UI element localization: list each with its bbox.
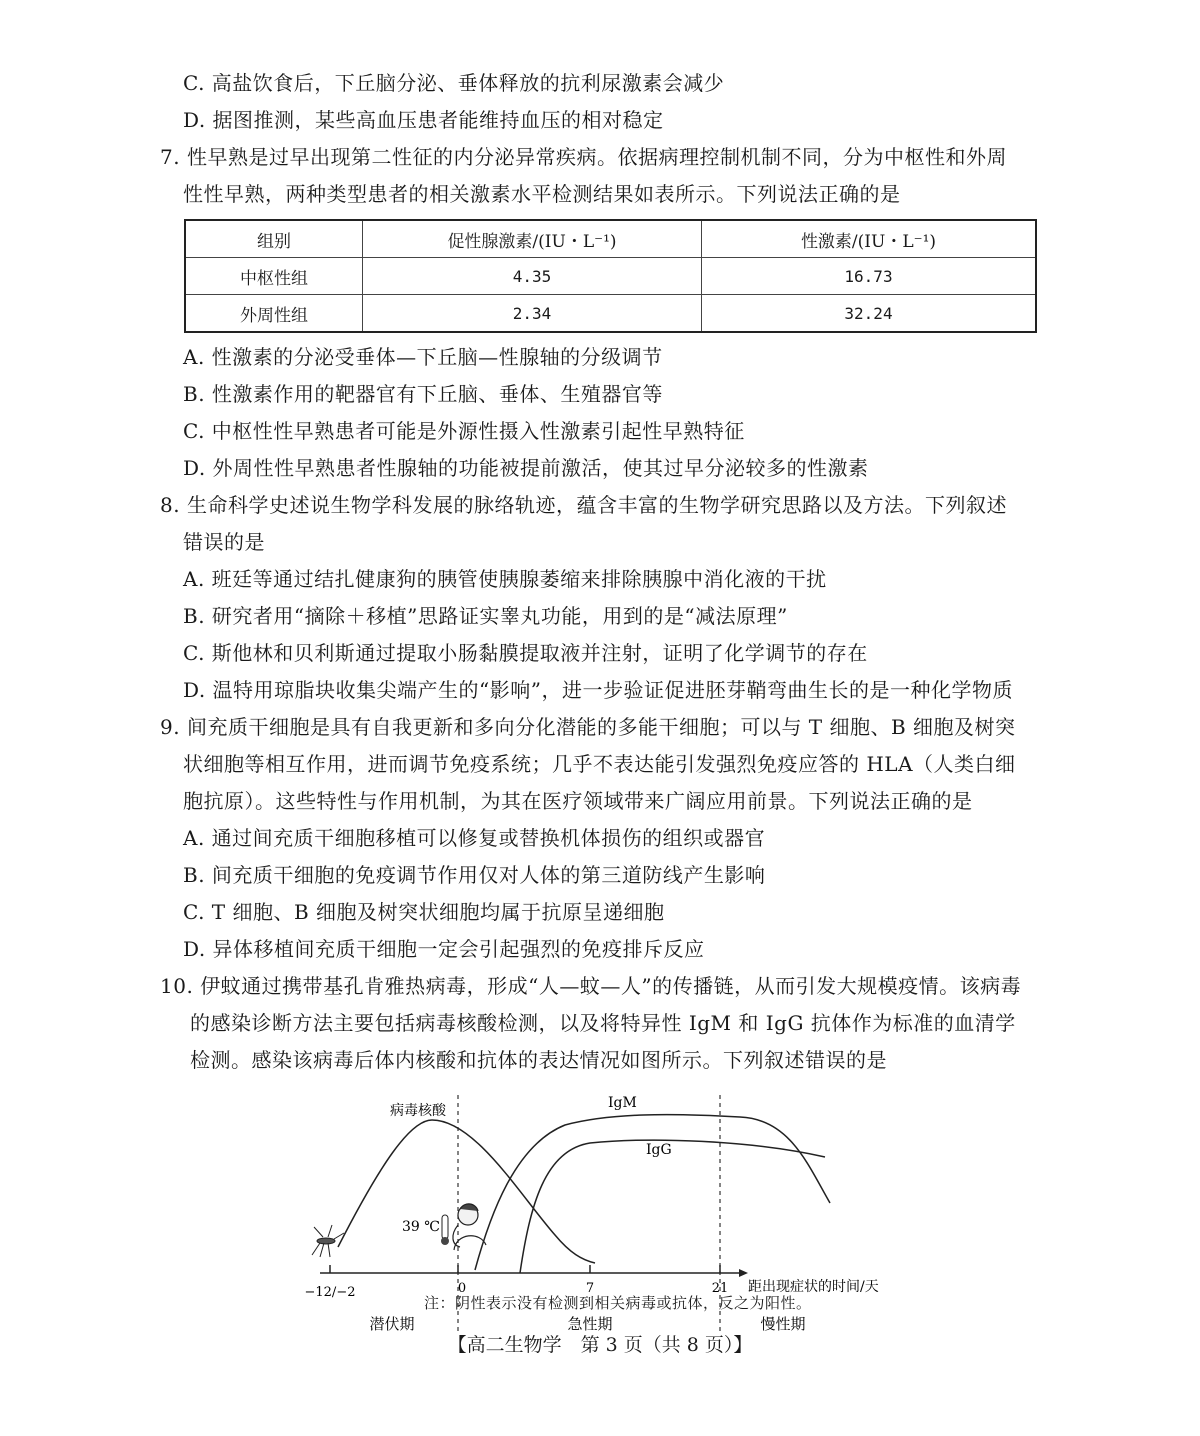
- table-row: [185, 295, 1036, 333]
- table-cell: 32.24: [702, 295, 1037, 333]
- table-header: 促性腺激素/(IU・L⁻¹): [363, 220, 702, 258]
- table-header: 组别: [185, 220, 363, 258]
- x-axis-label: 距出现症状的时间/天: [748, 1279, 879, 1295]
- x-tick-label: −12/−2: [304, 1285, 356, 1300]
- igm-label: IgM: [608, 1095, 637, 1111]
- question-10-stem: 10. 伊蚊通过携带基孔肯雅热病毒，形成“人—蚊—人”的传播链，从而引发大规模疫情。该病毒: [160, 974, 1022, 998]
- x-tick-label: 21: [711, 1281, 729, 1296]
- igm-curve: [475, 1115, 830, 1270]
- question-8-stem: 8. 生命科学史述说生物学科发展的脉络轨迹，蕴含丰富的生物学研究思路以及方法。下列叙述: [160, 493, 1007, 517]
- phase-label-acute: 急性期: [567, 1315, 613, 1333]
- table-cell: 16.73: [702, 258, 1037, 295]
- option-9d: D. 异体移植间充质干细胞一定会引起强烈的免疫排斥反应: [183, 937, 705, 961]
- x-tick-label: 0: [457, 1281, 467, 1296]
- option-6d: D. 据图推测，某些高血压患者能维持血压的相对稳定: [183, 108, 664, 132]
- table-header-row: [185, 220, 1036, 258]
- question-10-stem-cont: 的感染诊断方法主要包括病毒核酸检测，以及将特异性 IgM 和 IgG 抗体作为标准的血清学: [190, 1011, 1016, 1035]
- x-axis-arrow-icon: [739, 1269, 748, 1277]
- option-9b: B. 间充质干细胞的免疫调节作用仅对人体的第三道防线产生影响: [183, 863, 766, 887]
- question-7-stem-cont: 性性早熟，两种类型患者的相关激素水平检测结果如表所示。下列说法正确的是: [183, 182, 901, 206]
- option-9c: C. T 细胞、B 细胞及树突状细胞均属于抗原呈递细胞: [183, 900, 665, 924]
- option-6c: C. 高盐饮食后，下丘脑分泌、垂体释放的抗利尿激素会减少: [183, 71, 725, 95]
- option-7b: B. 性激素作用的靶器官有下丘脑、垂体、生殖器官等: [183, 382, 663, 406]
- figure-note: 注：阴性表示没有检测到相关病毒或抗体，反之为阳性。: [424, 1294, 812, 1312]
- nucleic-acid-curve: [338, 1120, 595, 1263]
- table-row: [185, 258, 1036, 295]
- option-9a: A. 通过间充质干细胞移植可以修复或替换机体损伤的组织或器官: [183, 826, 766, 850]
- question-10-stem-cont2: 检测。感染该病毒后体内核酸和抗体的表达情况如图所示。下列叙述错误的是: [190, 1048, 887, 1072]
- question-9-stem-cont: 状细胞等相互作用，进而调节免疫系统；几乎不表达能引发强烈免疫应答的 HLA（人类白细: [183, 752, 1016, 776]
- option-7c: C. 中枢性性早熟患者可能是外源性摄入性激素引起性早熟特征: [183, 419, 745, 443]
- table-cell: 外周性组: [185, 295, 363, 333]
- page-footer: 【高二生物学 第 3 页（共 8 页）】: [447, 1334, 753, 1356]
- question-8-stem-cont: 错误的是: [183, 530, 265, 554]
- option-8d: D. 温特用琼脂块收集尖端产生的“影响”，进一步验证促进胚芽鞘弯曲生长的是一种化学物质: [183, 678, 1013, 702]
- phase-label-latent: 潜伏期: [369, 1315, 415, 1333]
- x-tick-label: 7: [585, 1281, 595, 1296]
- option-8b: B. 研究者用“摘除＋移植”思路证实睾丸功能，用到的是“减法原理”: [183, 604, 788, 628]
- mosquito-icon: [312, 1225, 344, 1257]
- table-cell: 中枢性组: [185, 258, 363, 295]
- question-9-stem: 9. 间充质干细胞是具有自我更新和多向分化潜能的多能干细胞；可以与 T 细胞、B 细胞及树突: [160, 715, 1016, 739]
- thermometer-icon: [441, 1215, 449, 1245]
- nucleic-acid-label: 病毒核酸: [390, 1103, 446, 1119]
- option-8c: C. 斯他林和贝利斯通过提取小肠黏膜提取液并注射，证明了化学调节的存在: [183, 641, 868, 665]
- question-7-stem: 7. 性早熟是过早出现第二性征的内分泌异常疾病。依据病理控制机制不同，分为中枢性和外周: [160, 145, 1007, 169]
- hormone-table: [184, 219, 1037, 333]
- option-7a: A. 性激素的分泌受垂体—下丘脑—性腺轴的分级调节: [183, 345, 663, 369]
- igg-label: IgG: [646, 1142, 672, 1158]
- option-8a: A. 班廷等通过结扎健康狗的胰管使胰腺萎缩来排除胰腺中消化液的干扰: [183, 567, 827, 591]
- table-header: 性激素/(IU・L⁻¹): [702, 220, 1037, 258]
- phase-label-chronic: 慢性期: [760, 1315, 806, 1333]
- table-cell: 4.35: [363, 258, 702, 295]
- question-9-stem-cont2: 胞抗原）。这些特性与作用机制，为其在医疗领域带来广阔应用前景。下列说法正确的是: [183, 789, 973, 813]
- igg-curve: [520, 1140, 825, 1273]
- option-7d: D. 外周性性早熟患者性腺轴的功能被提前激活，使其过早分泌较多的性激素: [183, 456, 869, 480]
- temperature-label: 39 ℃: [402, 1219, 440, 1235]
- table-cell: 2.34: [363, 295, 702, 333]
